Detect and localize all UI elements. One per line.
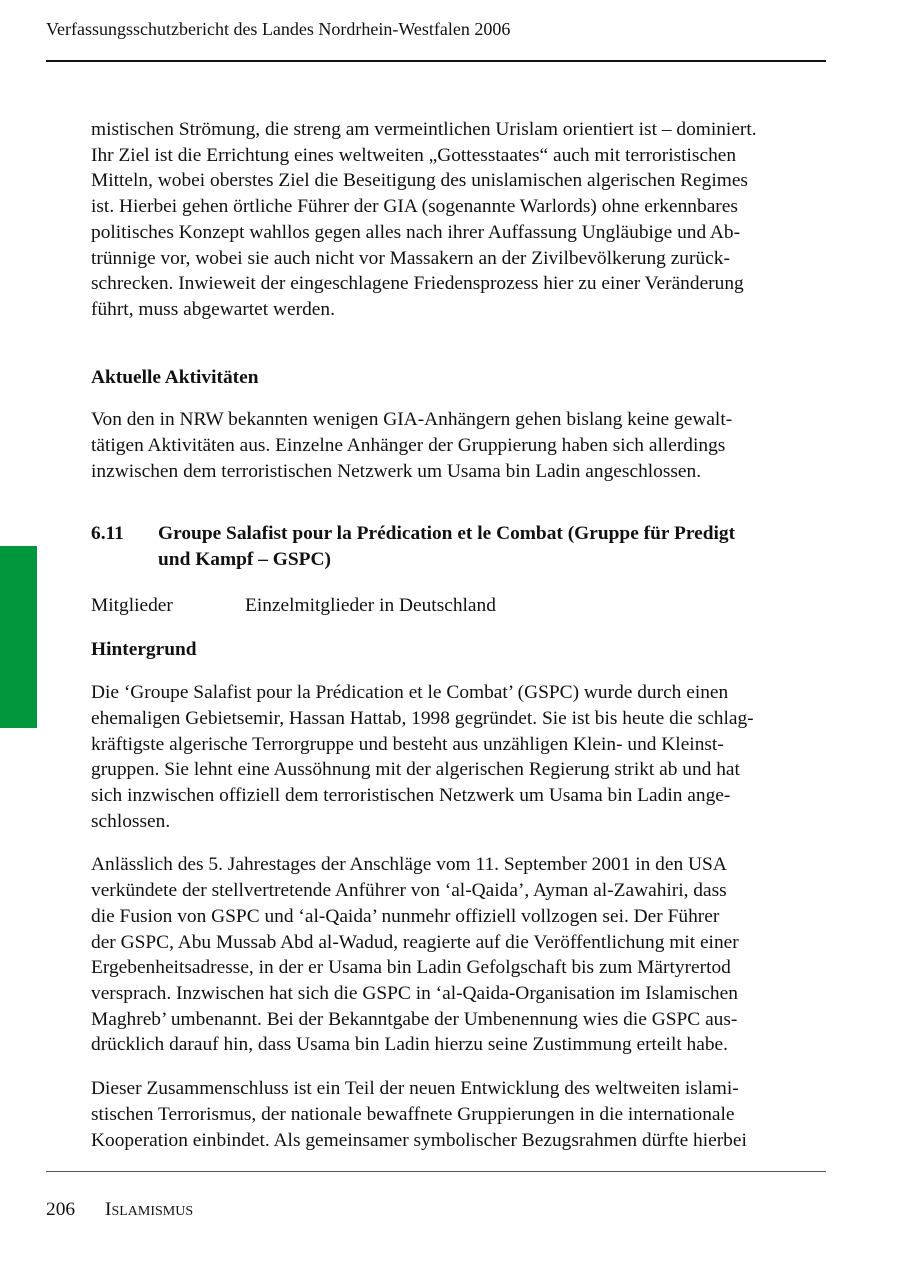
members-value: Einzelmitglieder in Deutschland xyxy=(245,594,496,616)
members-row xyxy=(91,593,831,619)
text-line: politisches Konzept wahllos gegen alles nach ihrer Auffassung Ungläubige und Ab- xyxy=(91,221,741,243)
text-line: der GSPC, Abu Mussab Abd al-Wadud, reagierte auf die Veröffentlichung mit einer xyxy=(91,931,739,953)
text-line: mistischen Strömung, die streng am vermeintlichen Urislam orientiert ist – dominiert. xyxy=(91,119,757,140)
footer-rule xyxy=(46,1171,826,1172)
text-line: führt, muss abgewartet werden. xyxy=(91,298,335,320)
text-line: schlossen. xyxy=(91,810,171,832)
page-footer xyxy=(46,1198,193,1222)
text-line: Ihr Ziel ist die Errichtung eines weltweiten „Gottesstaates“ auch mit terroristischen xyxy=(91,144,737,166)
text-line: Kooperation einbindet. Als gemeinsamer symbolischer Bezugsrahmen dürfte hierbei xyxy=(91,1129,747,1151)
text-line: Mitteln, wobei oberstes Ziel die Beseitigung des unislamischen algerischen Regimes xyxy=(91,170,748,192)
text-line: Von den in NRW bekannten wenigen GIA-Anhängern gehen bislang keine gewalt- xyxy=(91,409,733,431)
text-line: Dieser Zusammenschluss ist ein Teil der neuen Entwicklung des weltweiten islami- xyxy=(91,1078,739,1100)
page-body xyxy=(91,117,831,1153)
paragraph-intro xyxy=(91,117,831,323)
text-line: Die ‘Groupe Salafist pour la Prédication et le Combat’ (GSPC) wurde durch einen xyxy=(91,682,729,704)
section-title-line: und Kampf – GSPC) xyxy=(158,549,331,571)
section-heading xyxy=(91,521,831,572)
text-line: kräftigste algerische Terrorgruppe und besteht aus unzähligen Klein- und Kleinst- xyxy=(91,733,724,755)
activities-heading: Aktuelle Aktivitäten xyxy=(91,366,259,388)
section-title xyxy=(158,521,735,572)
text-line: trünnige vor, wobei sie auch nicht vor Massakern an der Zivilbevölkerung zurück- xyxy=(91,247,730,269)
text-line: sich inzwischen offiziell dem terroristischen Netzwerk um Usama bin Ladin ange- xyxy=(91,785,731,807)
text-line: schrecken. Inwieweit der eingeschlagene Friedensprozess hier zu einer Veränderung xyxy=(91,273,744,295)
text-line: die Fusion von GSPC und ‘al-Qaida’ nunmehr offiziell vollzogen sei. Der Führer xyxy=(91,905,720,927)
paragraph-background xyxy=(91,680,831,834)
footer-section-name: Islamismus xyxy=(105,1199,194,1220)
running-header-title: Verfassungsschutzbericht des Landes Nordrhein-Westfalen 2006 xyxy=(46,19,511,39)
text-line: ehemaligen Gebietsemir, Hassan Hattab, 1998 gegründet. Sie ist bis heute die schlag- xyxy=(91,707,754,729)
text-line: stischen Terrorismus, der nationale bewaffnete Gruppierungen in die internationale xyxy=(91,1103,735,1125)
text-line: gruppen. Sie lehnt eine Aussöhnung mit der algerischen Regierung strikt ab und hat xyxy=(91,759,740,781)
paragraph-activities xyxy=(91,407,831,484)
background-heading: Hintergrund xyxy=(91,638,197,660)
text-line: inzwischen dem terroristischen Netzwerk um Usama bin Ladin angeschlossen. xyxy=(91,460,702,482)
header-rule xyxy=(46,60,826,62)
text-line: Ergebenheitsadresse, in der er Usama bin Ladin Gefolgschaft bis zum Märtyrertod xyxy=(91,957,731,979)
page-number: 206 xyxy=(46,1199,76,1220)
chapter-tab-marker xyxy=(0,546,37,728)
members-label: Mitglieder xyxy=(91,594,173,616)
text-line: tätigen Aktivitäten aus. Einzelne Anhänger der Gruppierung haben sich allerdings xyxy=(91,435,726,457)
paragraph-anniversary xyxy=(91,852,831,1058)
text-line: ist. Hierbei gehen örtliche Führer der GIA (sogenannte Warlords) ohne erkennbares xyxy=(91,196,738,218)
text-line: versprach. Inzwischen hat sich die GSPC in ‘al-Qaida-Organisation im Islamischen xyxy=(91,982,738,1004)
section-title-line: Groupe Salafist pour la Prédication et le Combat (Gruppe für Predigt xyxy=(158,523,736,545)
section-number: 6.11 xyxy=(91,523,124,545)
text-line: drücklich darauf hin, dass Usama bin Ladin hierzu seine Zustimmung erteilt habe. xyxy=(91,1034,729,1056)
paragraph-merger xyxy=(91,1076,831,1153)
text-line: verkündete der stellvertretende Anführer von ‘al-Qaida’, Ayman al-Zawahiri, dass xyxy=(91,880,727,902)
text-line: Anlässlich des 5. Jahrestages der Anschläge vom 11. September 2001 in den USA xyxy=(91,854,727,876)
text-line: Maghreb’ umbenannt. Bei der Bekanntgabe der Umbenennung wies die GSPC aus- xyxy=(91,1008,738,1030)
